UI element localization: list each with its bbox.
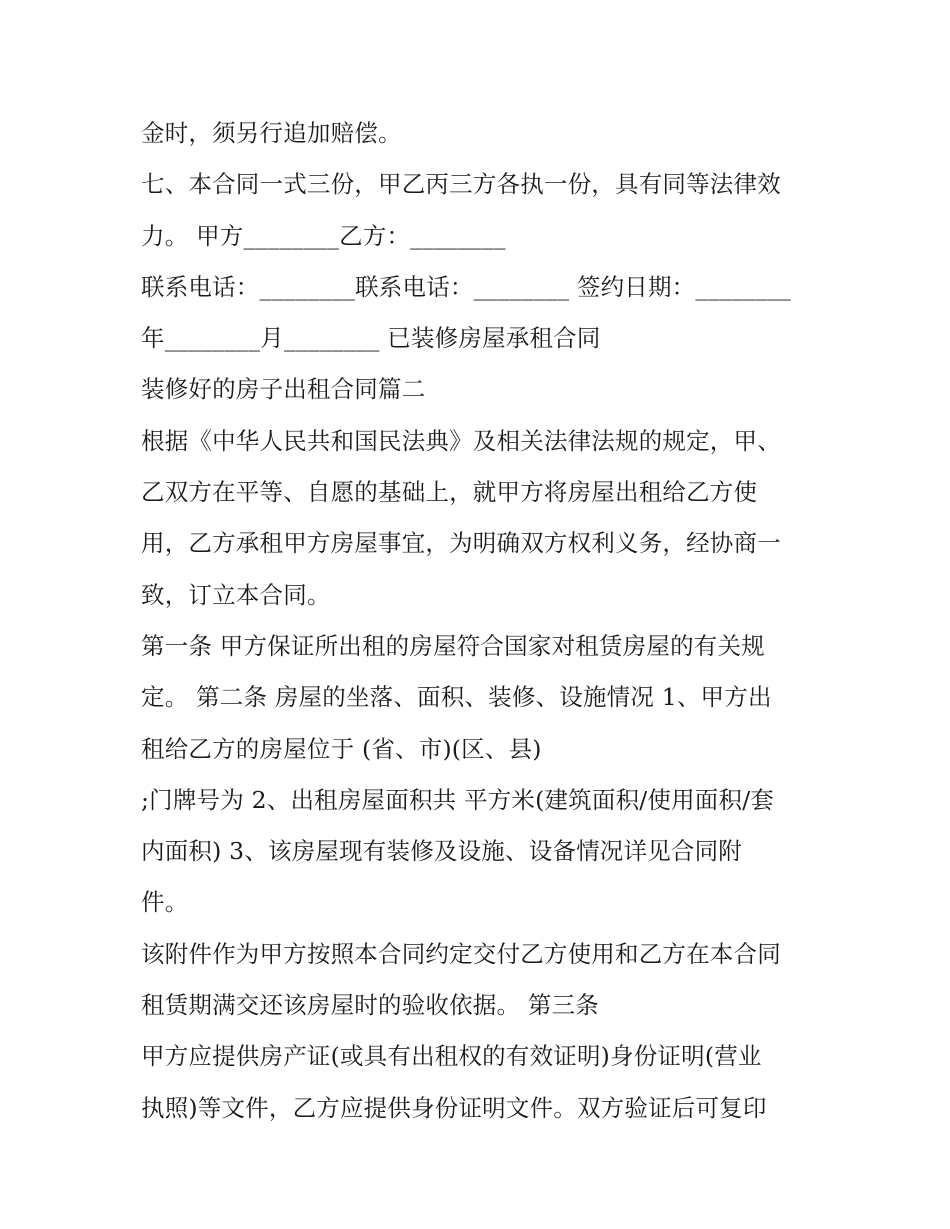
text-line: 根据《中华人民共和国民法典》及相关法律法规的规定，甲、 [141,426,781,455]
text-line: 租赁期满交还该房屋时的验收依据。 第三条 [141,991,599,1020]
contract-text [141,108,821,1134]
text-line: 联系电话：________联系电话：________ 签约日期：________ [141,272,791,301]
text-line: 力。 甲方________乙方：________ [141,221,506,250]
text-line: 用，乙方承租甲方房屋事宜，为明确双方权利义务，经协商一 [141,529,781,558]
text-line: 年________月________ 已装修房屋承租合同 [141,324,601,353]
text-line: 金时，须另行追加赔偿。 [141,119,402,147]
text-line: 租给乙方的房屋位于 (省、市)(区、县) [141,734,542,763]
text-line: 第一条 甲方保证所出租的房屋符合国家对租赁房屋的有关规 [141,631,765,660]
text-line: 件。 [141,888,189,917]
text-line: 执照)等文件，乙方应提供身份证明文件。双方验证后可复印 [141,1093,767,1122]
text-line: 甲方应提供房产证(或具有出租权的有效证明)身份证明(营业 [141,1042,762,1071]
text-line: 定。 第二条 房屋的坐落、面积、装修、设施情况 1、甲方出 [141,683,772,712]
text-line: 致，订立本合同。 [141,580,331,609]
text-line: 乙双方在平等、自愿的基础上，就甲方将房屋出租给乙方使 [141,478,758,507]
text-line: 内面积) 3、该房屋现有装修及设施、设备情况详见合同附 [141,837,742,866]
section-heading: 装修好的房子出租合同篇二 [141,375,426,404]
text-line: 七、本合同一式三份，甲乙丙三方各执一份，具有同等法律效 [141,170,781,199]
text-line: 该附件作为甲方按照本合同约定交付乙方使用和乙方在本合同 [141,939,781,968]
text-line: ;门牌号为 2、出租房屋面积共 平方米(建筑面积/使用面积/套 [141,785,775,814]
